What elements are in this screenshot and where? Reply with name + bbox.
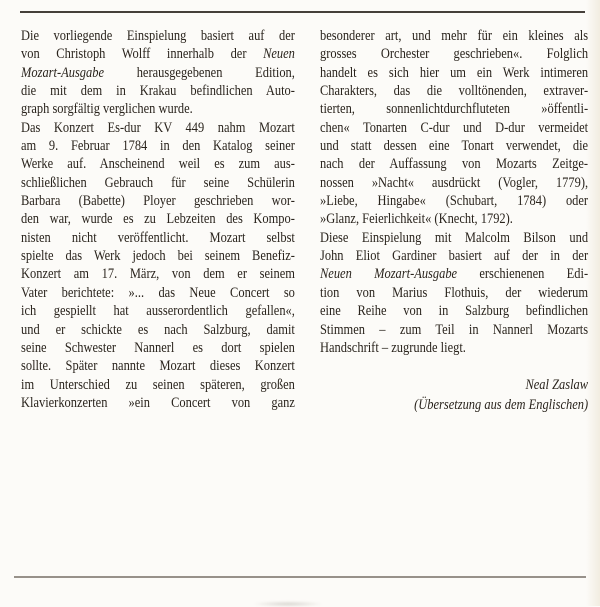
- text-line: spielte das Werk jedoch bei seinem Benefiz-: [21, 248, 295, 265]
- text-line: grosses Orchester geschrieben«. Folglich: [320, 46, 589, 63]
- text-line: und statt dessen eine Tonart verwendet, die: [320, 138, 589, 155]
- text-line: den war, wurde es zu Lebzeiten des Kompo-: [21, 211, 295, 228]
- text-line: Das Konzert Es-dur KV 449 nahm Mozart: [21, 119, 295, 136]
- lines-left: [21, 27, 295, 412]
- text-line: Mozart-Ausgabe herausgegebenen Edition,: [21, 64, 295, 81]
- text-line: von Christoph Wolff innerhalb der Neuen: [21, 46, 295, 63]
- text-line: sollte. Später nannte Mozart dieses Konzert: [21, 358, 295, 375]
- text-line: Charakters, das die volltönenden, extraver-: [320, 83, 589, 100]
- text-line: »Liebe, Hingabe« (Schubart, 1784) oder: [320, 193, 589, 210]
- text-line: »Glanz, Feierlichkeit« (Knecht, 1792).: [320, 211, 513, 228]
- text-column-right: [320, 27, 588, 415]
- text-line: im Unterschied zu seinen späteren, großen: [21, 376, 295, 393]
- signature-block: [320, 376, 588, 415]
- text-line: seine Schwester Nannerl es dort spielen: [21, 339, 295, 356]
- text-line: graph sorgfältig verglichen wurde.: [21, 101, 193, 118]
- signature-credit: (Übersetzung aus dem Englischen): [414, 396, 589, 413]
- text-column-left: [21, 27, 295, 412]
- text-line: schließlichen Gebrauch für seine Schülerin: [21, 174, 295, 191]
- text-line: John Eliot Gardiner basiert auf der in der: [320, 248, 589, 265]
- text-line: am 9. Februar 1784 in den Katalog seiner: [21, 138, 295, 155]
- text-line: Konzert am 17. März, von dem er seinem: [21, 266, 295, 283]
- text-line: nossen »Nacht« ausdrückt (Vogler, 1779),: [320, 174, 589, 191]
- text-line: Barbara (Babette) Ployer geschrieben wor-: [21, 193, 295, 210]
- text-line: eine Reihe von in Salzburg befindlichen: [320, 303, 589, 320]
- text-line: besonderer art, und mehr für ein kleines als: [320, 28, 589, 44]
- text-line: tion von Marius Flothuis, der wiederum: [320, 284, 589, 301]
- text-line: chen« Tonarten C-dur und D-dur vermeidet: [320, 119, 589, 136]
- signature-name: Neal Zaslaw: [525, 377, 589, 394]
- text-line: Die vorliegende Einspielung basiert auf der: [21, 28, 295, 44]
- lines-right: [320, 27, 588, 357]
- text-line: Vater berichtete: »... das Neue Concert so: [21, 284, 295, 301]
- text-line: Stimmen – zum Teil in Nannerl Mozarts: [320, 321, 589, 338]
- text-line: Diese Einspielung mit Malcolm Bilson und: [320, 229, 589, 246]
- text-line: tierten, sonnenlichtdurchfluteten »öffentli-: [320, 101, 589, 118]
- text-line: und er schickte es nach Salzburg, damit: [21, 321, 295, 338]
- text-line: ich gespiellt hat ausserordentlich gefallen«,: [21, 303, 295, 320]
- text-line: handelt es sich hier um ein Werk intimeren: [320, 64, 589, 81]
- page-number-smudge: [252, 601, 324, 607]
- text-line: nach der Auffassung von Mozarts Zeitge-: [320, 156, 589, 173]
- top-rule: [20, 11, 585, 13]
- text-line: Klavierkonzerten »ein Concert von ganz: [21, 394, 295, 411]
- bottom-rule: [14, 576, 586, 578]
- text-line: nisten nicht veröffentlicht. Mozart selbst: [21, 229, 295, 246]
- text-line: die mit dem in Krakau befindlichen Auto-: [21, 83, 295, 100]
- text-line: Handschrift – zugrunde liegt.: [320, 339, 466, 356]
- text-line: Neuen Mozart-Ausgabe erschienenen Edi-: [320, 266, 589, 283]
- text-line: Werke auf. Anscheinend weil es zum aus-: [21, 156, 295, 173]
